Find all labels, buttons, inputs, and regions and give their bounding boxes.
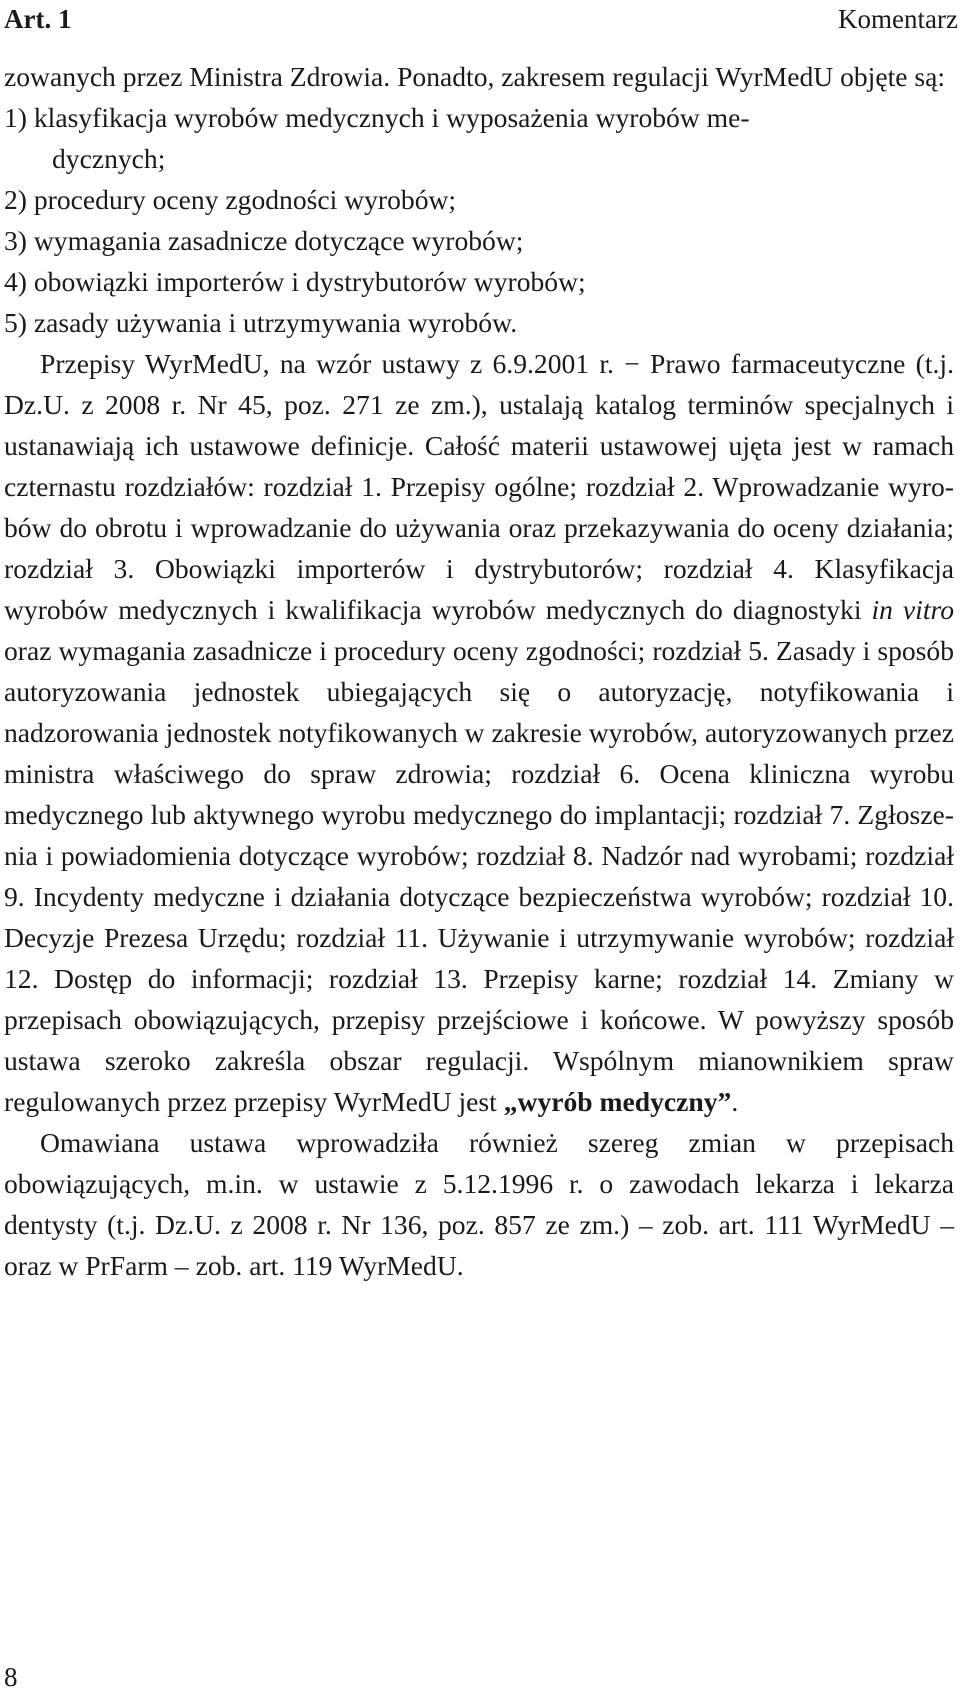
list-item [4, 179, 954, 220]
running-header [0, 0, 958, 40]
section-label: Komentarz [838, 4, 958, 34]
chapters-text-continued: oraz wymagania zasadnicze i procedury oceny zgodności; rozdział 5. Zasady i sposób autoryzowania jednostek ubiegających się o autoryzację, notyfikowania i nadzorowania jednostek notyfikowanych w zakresie wyrobów, autoryzowanych przez ministra właściwego do spraw zdrowia; rozdział 6. Ocena kliniczna wyrobu medycznego lub aktywnego wyrobu medycznego do implantacji; rozdział 7. Zgłoszenia i powiadomienia dotyczące wyrobów; rozdział 8. Nadzór nad wyrobami; rozdział 9. Incydenty medyczne i działania dotyczące bezpieczeństwa wyrobów; rozdział 10. Decyzje Prezesa Urzędu; rozdział 11. Używanie i utrzymywanie wyrobów; rozdział 12. Dostęp do informacji; rozdział 13. Przepisy karne; rozdział 14. Zmiany w przepisach obowiązujących, przepisy przejściowe i końcowe. W powyższy sposób ustawa szeroko zakreśla obszar regulacji. Wspólnym mianownikiem spraw regulowanych przez przepisy WyrMedU jest [4, 635, 954, 1117]
scope-list [4, 97, 954, 343]
list-item-text: 3) wymagania zasadnicze dotyczące wyrobów; [4, 225, 524, 256]
chapters-text: Przepisy WyrMedU, na wzór ustawy z 6.9.2001 r. − Prawo farmaceutyczne (t.j. Dz.U. z 2008 r. Nr 45, poz. 271 ze zm.), ustalają katalog terminów specjalnych i ustanawiają ich ustawowe definicje. Całość materii ustawowej ujęta jest w ramach czternastu rozdziałów: rozdział 1. Przepisy ogólne; rozdział 2. Wprowadzanie wyrobów do obrotu i wprowadzanie do używania oraz przekazywania do oceny działania; rozdział 3. Obowiązki importerów i dystrybutorów; rozdział 4. Klasyfikacja wyrobów medycznych i kwalifikacja wyrobów medycznych do diagnostyki [4, 348, 954, 625]
list-item-text: 2) procedury oceny zgodności wyrobów; [4, 184, 457, 215]
list-item-text: 1) klasyfikacja wyrobów medycznych i wyposażenia wyrobów me- [4, 102, 750, 133]
commentary-body [4, 56, 954, 1286]
list-item [4, 220, 954, 261]
page-number: 8 [4, 1662, 18, 1692]
in-vitro-term: in vitro [871, 594, 955, 625]
medical-device-term: „wyrób medyczny” [503, 1086, 732, 1117]
chapters-end: . [731, 1086, 739, 1117]
list-item-continuation: dycznych; [52, 143, 166, 174]
article-label: Art. 1 [4, 4, 72, 34]
list-item [4, 302, 954, 343]
chapters-paragraph [4, 343, 954, 1122]
list-item-text: 5) zasady używania i utrzymywania wyrobów. [4, 307, 518, 338]
intro-paragraph: zowanych przez Ministra Zdrowia. Ponadto, zakresem regulacji WyrMedU objęte są: [4, 61, 946, 92]
list-item [4, 261, 954, 302]
list-item [4, 97, 954, 179]
amendments-paragraph: Omawiana ustawa wprowadziła również szereg zmian w przepisach obowiązujących, m.in. w ustawie z 5.12.1996 r. o zawodach lekarza i lekarza dentysty (t.j. Dz.U. z 2008 r. Nr 136, poz. 857 ze zm.) – zob. art. 111 WyrMedU – oraz w PrFarm – zob. art. 119 WyrMedU. [4, 1127, 954, 1281]
list-item-text: 4) obowiązki importerów i dystrybutorów wyrobów; [4, 266, 586, 297]
